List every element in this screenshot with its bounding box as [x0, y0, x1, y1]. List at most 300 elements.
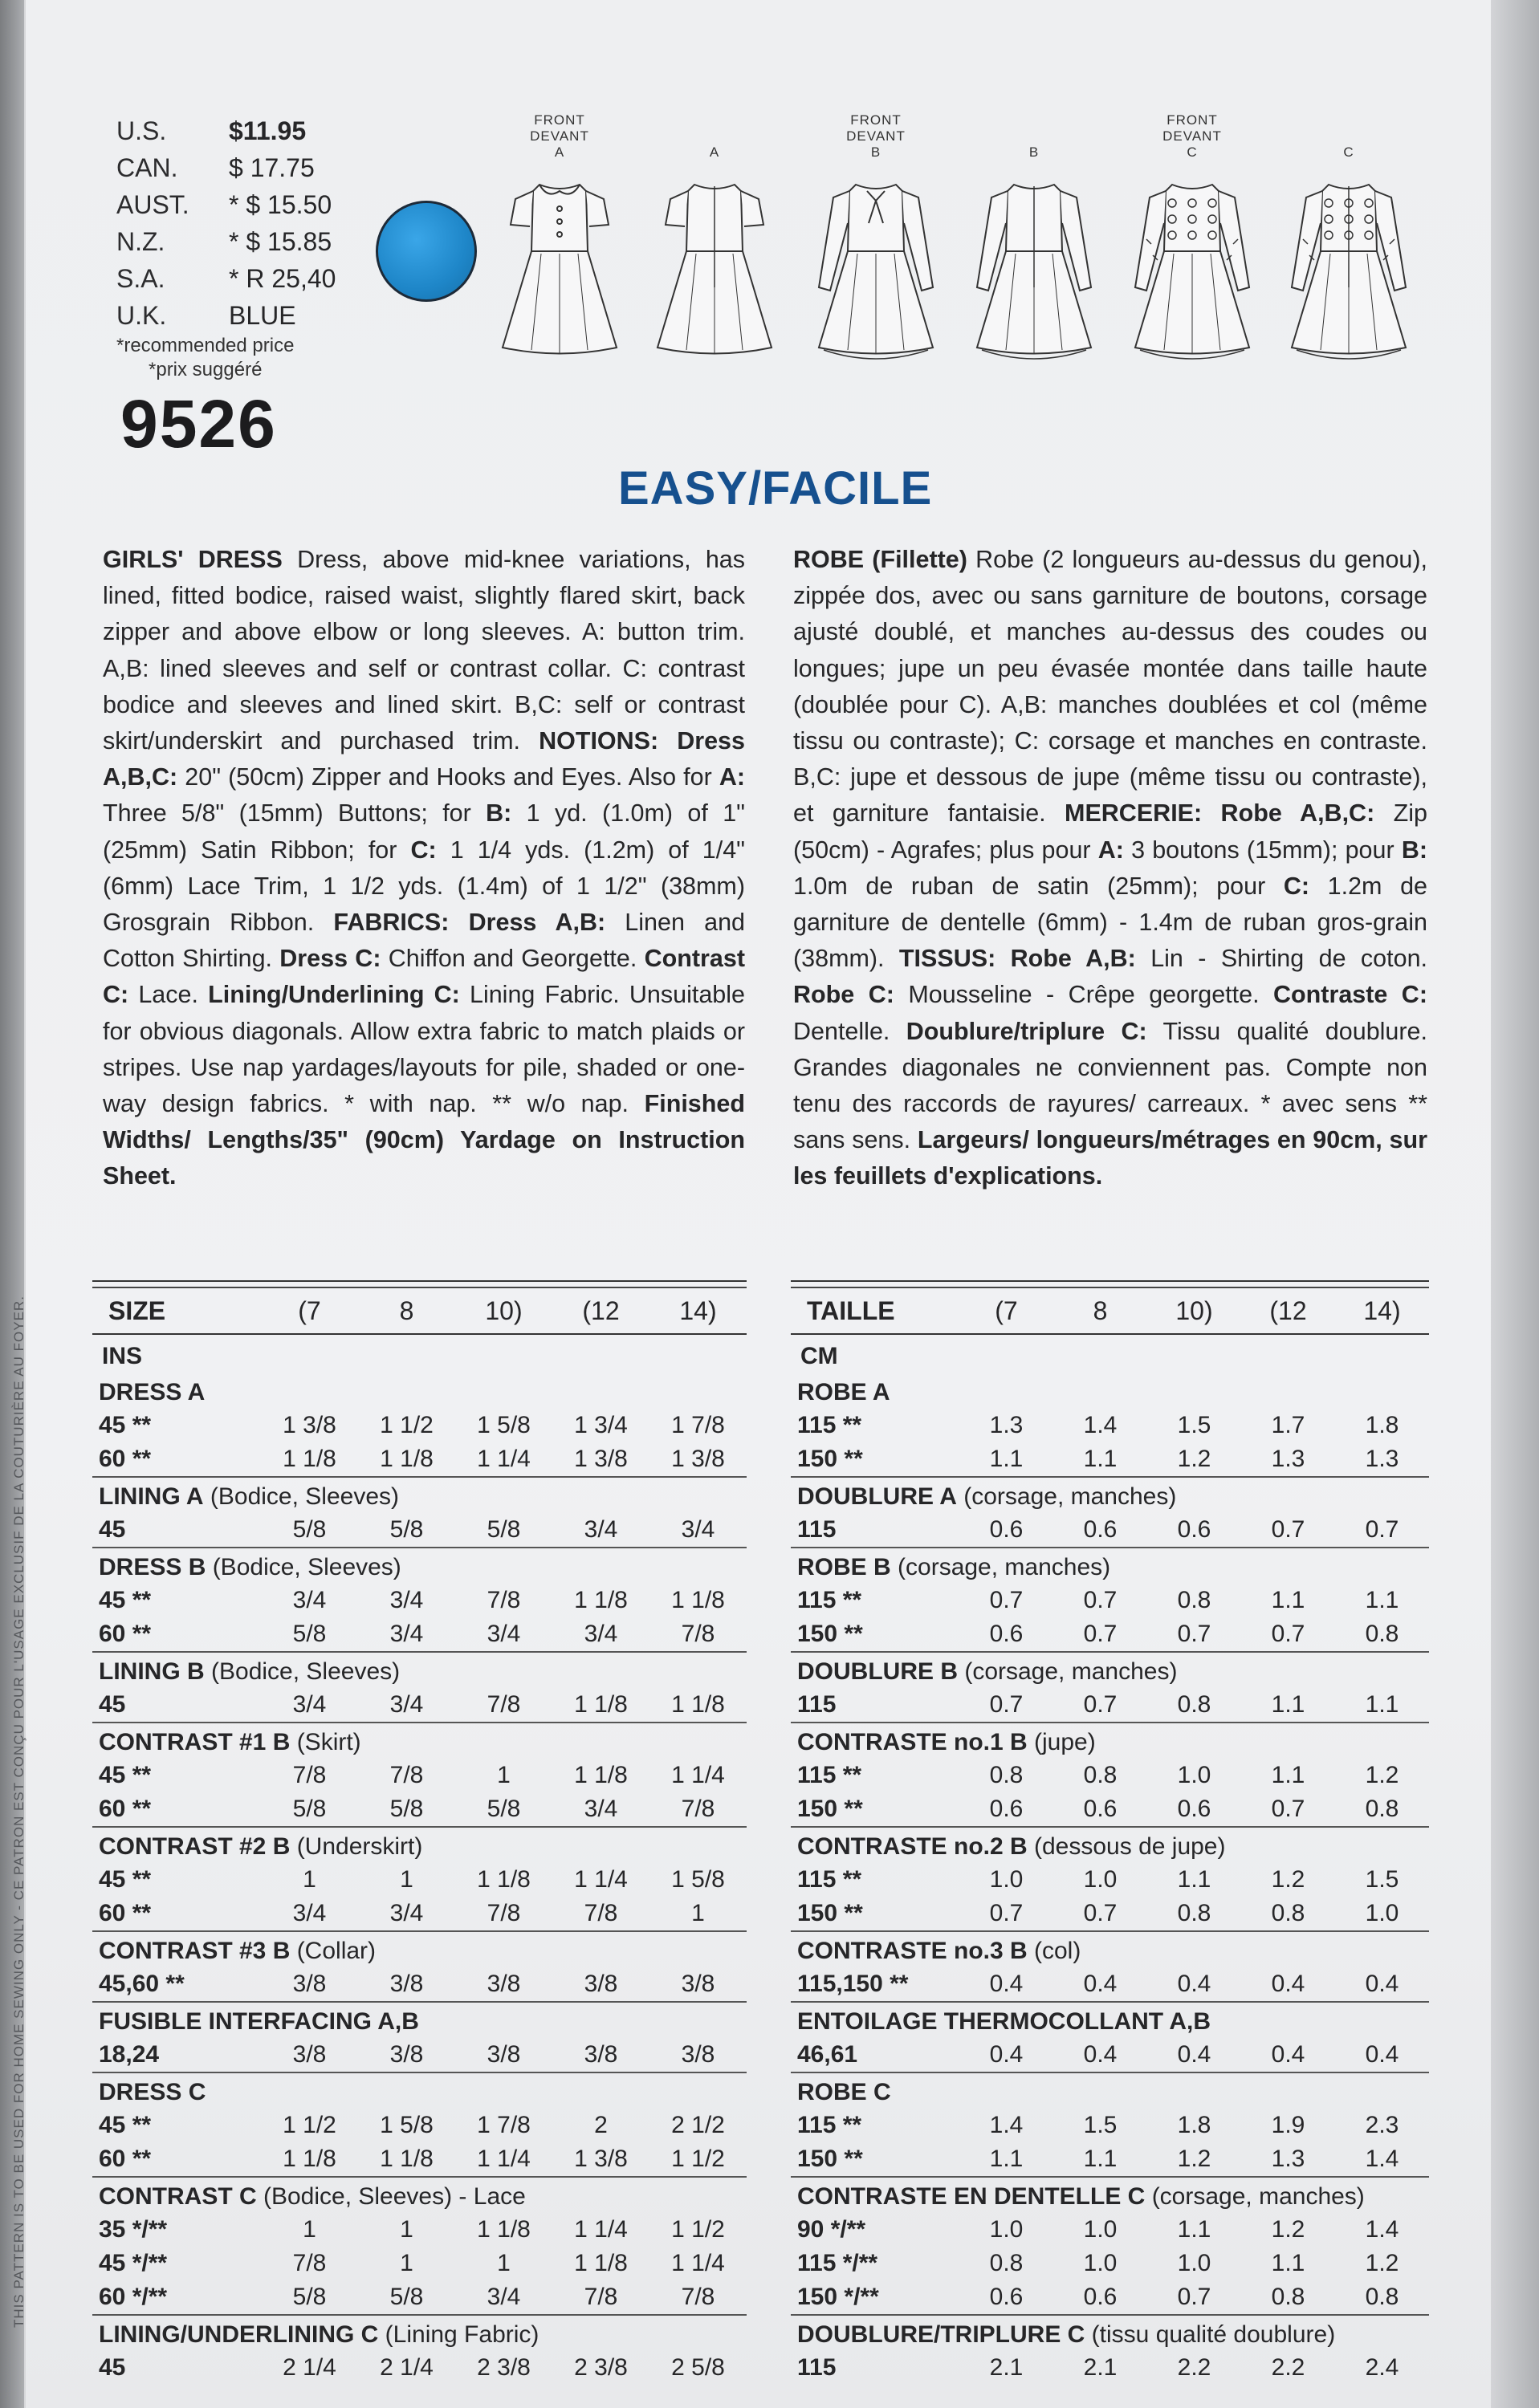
dress-sketch-icon — [800, 167, 952, 376]
row-width-label: 150 ** — [797, 1796, 863, 1822]
dress-sketch — [1272, 112, 1425, 376]
row-value: 0.8 — [1365, 2284, 1399, 2310]
row-value: 1.8 — [1177, 2112, 1211, 2138]
row-value: 1.2 — [1177, 2146, 1211, 2172]
row-width-label: 60 ** — [99, 1446, 152, 1472]
pattern-number: 9526 — [120, 386, 277, 462]
row-value: 3/4 — [584, 1516, 618, 1543]
table-row — [791, 2280, 1429, 2314]
sketch-label-front — [638, 112, 791, 128]
table-row — [791, 1617, 1429, 1651]
row-value: 5/8 — [389, 1516, 424, 1543]
row-width-label: 150 */** — [797, 2284, 879, 2310]
sketch-label-devant: DEVANT — [1162, 128, 1222, 144]
section-note: (Skirt) — [290, 1729, 361, 1755]
row-value: 5/8 — [487, 1796, 521, 1822]
section-title — [92, 1481, 747, 1513]
section-title — [92, 1935, 747, 1967]
price-row — [116, 223, 349, 260]
yardage-table-french — [791, 1280, 1429, 2385]
dress-sketch-icon — [958, 167, 1110, 376]
row-value: 2.3 — [1365, 2112, 1399, 2138]
dress-sketch — [1116, 112, 1268, 376]
row-width-label: 115 ** — [797, 1412, 862, 1438]
row-value: 2.4 — [1365, 2354, 1399, 2381]
price-row — [116, 186, 349, 223]
section-note: (Bodice, Sleeves) — [203, 1483, 399, 1510]
row-value: 2 — [594, 2112, 608, 2138]
row-value: 0.8 — [1083, 1762, 1118, 1788]
row-value: 1 1/8 — [574, 2250, 628, 2276]
table-row — [92, 1513, 747, 1547]
description-english — [103, 542, 745, 1195]
desc-segment: B: — [1401, 836, 1427, 864]
row-value: 0.8 — [989, 2250, 1024, 2276]
row-value: 1.3 — [989, 1412, 1024, 1438]
section-title — [791, 1481, 1429, 1513]
sketch-label-view: C — [1187, 144, 1198, 160]
section-name: CONTRAST #1 B — [99, 1729, 291, 1755]
desc-segment: 1 1/4 yds. (1.2m) of 1/4" (6mm) Lace Trim, 1 1/2 yds. (1.4m) of 1 1/2" (38mm) Grosgrain Ribbon. — [103, 836, 745, 937]
desc-segment: Dress, above mid-knee variations, has lined, fitted bodice, raised waist, slightly flared skirt, back zipper and above elbow or long sleeves. A: button trim. A,B: lined sleeves and self or contrast collar. C: contrast bodice and sleeves and lined skirt. B,C: self or contrast skirt/underskirt and purchased trim. — [103, 546, 745, 755]
table-row — [791, 2109, 1429, 2142]
section-note: (corsage, manches) — [958, 1658, 1178, 1685]
row-value: 1.0 — [1083, 2250, 1118, 2276]
row-value: 1 1/8 — [477, 2216, 531, 2243]
row-value: 3/8 — [584, 2041, 618, 2068]
row-value: 3/4 — [389, 1587, 424, 1613]
desc-segment: NOTIONS: Dress A,B,C: — [103, 727, 745, 791]
row-value: 0.6 — [989, 1621, 1024, 1647]
yardage-table-english — [92, 1280, 747, 2385]
table-row — [92, 2247, 747, 2280]
row-value: 0.8 — [1177, 1691, 1211, 1718]
row-value: 3/4 — [389, 1900, 424, 1926]
row-width-label: 150 ** — [797, 2146, 863, 2172]
row-value: 1.5 — [1177, 1412, 1211, 1438]
section-name: DRESS B — [99, 1554, 206, 1580]
row-value: 1 1/2 — [380, 1412, 434, 1438]
row-value: 0.8 — [1271, 1900, 1305, 1926]
section-title — [791, 1831, 1429, 1863]
section-note: (dessous de jupe) — [1027, 1833, 1226, 1860]
row-value: 0.7 — [1177, 2284, 1211, 2310]
sketch-label-view: B — [870, 144, 881, 160]
row-value: 2 1/4 — [380, 2354, 434, 2381]
row-value: 1 1/4 — [671, 1762, 725, 1788]
section-name: CONTRAST C — [99, 2183, 257, 2210]
row-value: 1 — [497, 2250, 511, 2276]
row-value: 1 5/8 — [477, 1412, 531, 1438]
section-note: (corsage, manches) — [1145, 2183, 1365, 2210]
row-value: 1.1 — [1271, 2250, 1305, 2276]
row-value: 7/8 — [292, 1762, 327, 1788]
row-value: 3/8 — [389, 1971, 424, 1997]
row-value: 1.2 — [1365, 1762, 1399, 1788]
row-value: 0.7 — [1177, 1621, 1211, 1647]
row-value: 0.7 — [989, 1900, 1024, 1926]
price-amount: $ 17.75 — [229, 153, 315, 182]
row-value: 0.7 — [1083, 1691, 1118, 1718]
fabric-section — [791, 2001, 1429, 2072]
desc-segment: Contraste C: — [1273, 981, 1427, 1009]
row-value: 0.6 — [1083, 2284, 1118, 2310]
desc-segment: 1.2m de garniture de dentelle (6mm) - 1.4m de ruban gros-grain (38mm). — [793, 872, 1427, 973]
section-name: CONTRASTE no.2 B — [797, 1833, 1028, 1860]
desc-segment: Doublure/triplure C: — [906, 1017, 1147, 1045]
section-title — [791, 1935, 1429, 1967]
price-list — [116, 112, 349, 382]
fabric-section — [791, 2314, 1429, 2385]
desc-segment: Chiffon and Georgette. — [381, 945, 645, 973]
desc-segment: Robe (2 longueurs au-dessus du genou), zippée dos, avec ou sans garniture de boutons, corsage ajusté doublé, et manches au-dessus des coudes ou longues; jupe un peu évasée montée dans taille haute (doublée pour C). A,B: manches doublées et col (même tissu ou contraste); C: corsage et manches en contraste. B,C: jupe et dessous de jupe (même tissu ou contraste), et garniture fantaisie. — [793, 546, 1427, 828]
table-row — [791, 1688, 1429, 1722]
row-value: 1 — [400, 1866, 413, 1893]
fabric-section — [92, 2176, 747, 2314]
row-value: 0.4 — [1177, 1971, 1211, 1997]
row-value: 1 1/8 — [574, 1691, 628, 1718]
row-value: 1 1/8 — [283, 1446, 336, 1472]
row-value: 1 1/4 — [477, 1446, 531, 1472]
table-row — [791, 1897, 1429, 1930]
row-value: 1.4 — [989, 2112, 1024, 2138]
row-value: 1 1/4 — [477, 2146, 531, 2172]
row-value: 1.2 — [1271, 1866, 1305, 1893]
fabric-section — [791, 1651, 1429, 1722]
row-value: 1 1/8 — [380, 1446, 434, 1472]
row-width-label: 45 — [99, 2354, 126, 2381]
sketch-label-view: A — [709, 144, 720, 160]
row-value: 0.6 — [1177, 1516, 1211, 1543]
row-width-label: 46,61 — [797, 2041, 858, 2068]
section-note: (Collar) — [290, 1938, 377, 1964]
table-row — [791, 1967, 1429, 2001]
price-row — [116, 149, 349, 186]
row-width-label: 35 */** — [99, 2216, 168, 2243]
row-value: 5/8 — [389, 1796, 424, 1822]
row-value: 2.2 — [1177, 2354, 1211, 2381]
price-country: S.A. — [116, 264, 165, 293]
row-value: 1.1 — [989, 2146, 1024, 2172]
section-title — [791, 1656, 1429, 1688]
row-value: 5/8 — [292, 2284, 327, 2310]
row-width-label: 18,24 — [99, 2041, 160, 2068]
row-value: 1 1/8 — [574, 1587, 628, 1613]
desc-segment: 3 boutons (15mm); pour — [1123, 836, 1402, 864]
row-value: 0.4 — [1365, 2041, 1399, 2068]
sketch-label-devant: DEVANT — [846, 128, 906, 144]
row-value: 3/4 — [389, 1691, 424, 1718]
row-value: 1.7 — [1271, 1412, 1305, 1438]
row-value: 1.4 — [1365, 2216, 1399, 2243]
sketch-label-view: C — [1343, 144, 1354, 160]
row-value: 0.7 — [1083, 1621, 1118, 1647]
fabric-section — [791, 1930, 1429, 2001]
row-value: 1.0 — [989, 1866, 1024, 1893]
section-name: ROBE B — [797, 1554, 891, 1580]
row-width-label: 115 */** — [797, 2250, 878, 2276]
row-value: 1 5/8 — [671, 1866, 725, 1893]
section-note: (tissu qualité doublure) — [1085, 2321, 1336, 2348]
row-width-label: 45 ** — [99, 1587, 152, 1613]
row-value: 0.4 — [989, 2041, 1024, 2068]
row-value: 1.5 — [1365, 1866, 1399, 1893]
section-note: (corsage, manches) — [890, 1554, 1111, 1580]
row-value: 0.8 — [989, 1762, 1024, 1788]
size-header-row — [92, 1288, 747, 1335]
row-value: 7/8 — [487, 1900, 521, 1926]
row-value: 3/4 — [487, 1621, 521, 1647]
section-title — [791, 2319, 1429, 2351]
row-value: 3/4 — [389, 1621, 424, 1647]
size-header-label: TAILLE — [807, 1296, 895, 1325]
sketch-label-devant — [638, 128, 791, 144]
row-value: 3/8 — [681, 2041, 715, 2068]
row-width-label: 115 ** — [797, 2112, 862, 2138]
desc-segment: Lace. — [128, 981, 209, 1009]
section-name: CONTRAST #2 B — [99, 1833, 291, 1860]
row-value: 1.3 — [1271, 1446, 1305, 1472]
row-value: 5/8 — [487, 1516, 521, 1543]
price-amount: $11.95 — [229, 116, 307, 145]
row-value: 3/4 — [681, 1516, 715, 1543]
row-width-label: 45 ** — [99, 2112, 152, 2138]
row-width-label: 115 ** — [797, 1587, 862, 1613]
size-header-value: 8 — [399, 1296, 414, 1325]
size-header-value: 8 — [1093, 1296, 1108, 1325]
section-name: CONTRASTE EN DENTELLE C — [797, 2183, 1146, 2210]
table-row — [92, 1409, 747, 1442]
price-amount: * R 25,40 — [229, 264, 336, 293]
row-value: 5/8 — [292, 1796, 327, 1822]
row-width-label: 45 */** — [99, 2250, 168, 2276]
section-note: (jupe) — [1027, 1729, 1096, 1755]
row-value: 1.3 — [1365, 1446, 1399, 1472]
table-row — [92, 2109, 747, 2142]
size-header-row — [791, 1288, 1429, 1335]
fabric-section — [92, 1373, 747, 1476]
row-value: 1 1/8 — [574, 1762, 628, 1788]
row-value: 0.7 — [1271, 1796, 1305, 1822]
row-value: 3/8 — [292, 2041, 327, 2068]
price-country: N.Z. — [116, 227, 165, 256]
table-top-rule — [791, 1280, 1429, 1282]
table-row — [92, 1442, 747, 1476]
row-value: 1.1 — [1177, 2216, 1211, 2243]
row-width-label: 45 — [99, 1516, 126, 1543]
row-value: 1 3/4 — [574, 1412, 628, 1438]
row-value: 1 1/2 — [671, 2216, 725, 2243]
row-width-label: 60 */** — [99, 2284, 168, 2310]
row-value: 0.4 — [989, 1971, 1024, 1997]
fabric-section — [791, 1373, 1429, 1476]
color-dot — [376, 201, 477, 302]
side-disclaimer: THIS PATTERN IS TO BE USED FOR HOME SEWING ONLY - CE PATRON EST CONÇU POUR L'USAGE EXCLUSIF DE LA COUTURIÈRE AU FOYER. — [11, 1296, 26, 2328]
section-name: DOUBLURE A — [797, 1483, 957, 1510]
fabric-section — [92, 1547, 747, 1651]
desc-segment: Lining/Underlining C: — [208, 981, 460, 1009]
section-title — [92, 1656, 747, 1688]
dress-sketch — [800, 112, 952, 376]
table-row — [791, 1863, 1429, 1897]
row-value: 1 3/8 — [574, 2146, 628, 2172]
row-value: 2.1 — [1083, 2354, 1118, 2381]
section-name: LINING B — [99, 1658, 205, 1685]
row-value: 0.4 — [1083, 1971, 1118, 1997]
row-value: 5/8 — [292, 1516, 327, 1543]
section-name: DRESS C — [99, 2079, 206, 2105]
section-title — [791, 2006, 1429, 2038]
table-row — [791, 2142, 1429, 2176]
section-note: (Underskirt) — [290, 1833, 423, 1860]
row-value: 3/4 — [584, 1796, 618, 1822]
section-title — [791, 1727, 1429, 1759]
row-value: 3/8 — [487, 1971, 521, 1997]
desc-segment: ROBE (Fillette) — [793, 546, 967, 573]
row-value: 1 7/8 — [671, 1412, 725, 1438]
desc-segment: C: — [410, 836, 437, 864]
fabric-section — [791, 2072, 1429, 2176]
row-value: 1.3 — [1271, 2146, 1305, 2172]
row-value: 0.6 — [989, 1796, 1024, 1822]
table-row — [791, 1442, 1429, 1476]
row-value: 0.6 — [1177, 1796, 1211, 1822]
row-value: 7/8 — [487, 1587, 521, 1613]
table-row — [92, 1759, 747, 1792]
dress-sketch-icon — [1116, 167, 1268, 376]
row-value: 1 3/8 — [574, 1446, 628, 1472]
section-title — [92, 1727, 747, 1759]
row-value: 1.9 — [1271, 2112, 1305, 2138]
fabric-section — [92, 2314, 747, 2385]
dress-sketch — [638, 112, 791, 376]
sketch-label-front: FRONT — [534, 112, 585, 128]
table-row — [92, 2351, 747, 2385]
fabric-section — [92, 2072, 747, 2176]
table-row — [791, 1792, 1429, 1826]
fabric-section — [92, 1651, 747, 1722]
section-name: CONTRASTE no.1 B — [797, 1729, 1028, 1755]
price-note-en: *recommended price — [116, 335, 295, 356]
row-value: 3/8 — [681, 1971, 715, 1997]
price-note-fr: *prix suggéré — [149, 359, 263, 380]
row-value: 1 1/4 — [574, 2216, 628, 2243]
fabric-section — [92, 1826, 747, 1930]
table-row — [92, 2142, 747, 2176]
row-value: 1.1 — [1271, 1691, 1305, 1718]
row-value: 1.1 — [1365, 1691, 1399, 1718]
row-value: 1.0 — [989, 2216, 1024, 2243]
envelope-edge — [1491, 0, 1539, 2408]
price-country: U.S. — [116, 116, 167, 145]
row-width-label: 60 ** — [99, 1900, 152, 1926]
table-row — [92, 1897, 747, 1930]
row-value: 2 1/4 — [283, 2354, 336, 2381]
section-title — [791, 2076, 1429, 2109]
row-value: 3/4 — [584, 1621, 618, 1647]
row-value: 1 1/8 — [380, 2146, 434, 2172]
row-width-label: 60 ** — [99, 1621, 152, 1647]
sketch-label-front: FRONT — [1166, 112, 1218, 128]
row-value: 0.4 — [1365, 1971, 1399, 1997]
size-header-value: (12 — [582, 1296, 620, 1325]
desc-segment: 20" (50cm) Zipper and Hooks and Eyes. Also for — [177, 763, 719, 791]
row-value: 0.7 — [1271, 1621, 1305, 1647]
row-value: 1.0 — [1177, 2250, 1211, 2276]
fabric-section — [92, 2001, 747, 2072]
row-width-label: 150 ** — [797, 1446, 863, 1472]
row-value: 1 5/8 — [380, 2112, 434, 2138]
row-width-label: 60 ** — [99, 1796, 152, 1822]
size-header-value: (12 — [1269, 1296, 1307, 1325]
row-value: 1 — [497, 1762, 511, 1788]
row-value: 1.2 — [1365, 2250, 1399, 2276]
fabric-section — [92, 1722, 747, 1826]
dress-sketch-icon — [638, 167, 791, 376]
row-value: 1 1/4 — [574, 1866, 628, 1893]
section-name: DOUBLURE/TRIPLURE C — [797, 2321, 1085, 2348]
table-row — [791, 1759, 1429, 1792]
desc-segment: FABRICS: Dress A,B: — [333, 909, 606, 937]
section-title — [92, 2181, 747, 2213]
row-value: 1 — [303, 2216, 316, 2243]
sketch-label-view: A — [554, 144, 565, 160]
row-value: 3/4 — [487, 2284, 521, 2310]
row-value: 1.1 — [1177, 1866, 1211, 1893]
description-french — [793, 542, 1427, 1195]
size-header-value: (7 — [298, 1296, 321, 1325]
row-width-label: 115,150 ** — [797, 1971, 909, 1997]
section-name: CONTRAST #3 B — [99, 1938, 291, 1964]
section-title — [92, 1831, 747, 1863]
section-name: DOUBLURE B — [797, 1658, 958, 1685]
row-value: 7/8 — [389, 1762, 424, 1788]
section-note: (Bodice, Sleeves) - Lace — [256, 2183, 526, 2210]
section-title — [92, 1552, 747, 1584]
desc-segment: Robe C: — [793, 981, 894, 1009]
row-width-label: 150 ** — [797, 1621, 863, 1647]
row-value: 3/8 — [292, 1971, 327, 1997]
fabric-section — [92, 1476, 747, 1547]
row-value: 1 — [400, 2250, 413, 2276]
price-country: CAN. — [116, 153, 178, 182]
fabric-section — [791, 2176, 1429, 2314]
table-row — [92, 1967, 747, 2001]
row-value: 0.6 — [989, 2284, 1024, 2310]
row-value: 2.2 — [1271, 2354, 1305, 2381]
desc-segment: 1.0m de ruban de satin (25mm); pour — [793, 872, 1284, 900]
row-value: 1 3/8 — [283, 1412, 336, 1438]
table-row — [92, 1688, 747, 1722]
row-value: 1 1/8 — [477, 1866, 531, 1893]
size-header-value: 14) — [679, 1296, 717, 1325]
desc-segment: Dentelle. — [793, 1017, 906, 1045]
fabric-section — [791, 1476, 1429, 1547]
desc-segment: GIRLS' DRESS — [103, 546, 283, 573]
section-name: CONTRASTE no.3 B — [797, 1938, 1028, 1964]
row-value: 3/4 — [292, 1691, 327, 1718]
row-width-label: 45 ** — [99, 1412, 152, 1438]
row-width-label: 45 ** — [99, 1866, 152, 1893]
row-value: 1 1/4 — [671, 2250, 725, 2276]
row-value: 1 — [400, 2216, 413, 2243]
desc-segment: Finished Widths/ Lengths/35" (90cm) Yardage on Instruction Sheet. — [103, 1090, 745, 1190]
row-width-label: 45 — [99, 1691, 126, 1718]
row-value: 0.7 — [989, 1587, 1024, 1613]
row-value: 1 3/8 — [671, 1446, 725, 1472]
section-title — [791, 1377, 1429, 1409]
row-value: 0.7 — [1083, 1587, 1118, 1613]
